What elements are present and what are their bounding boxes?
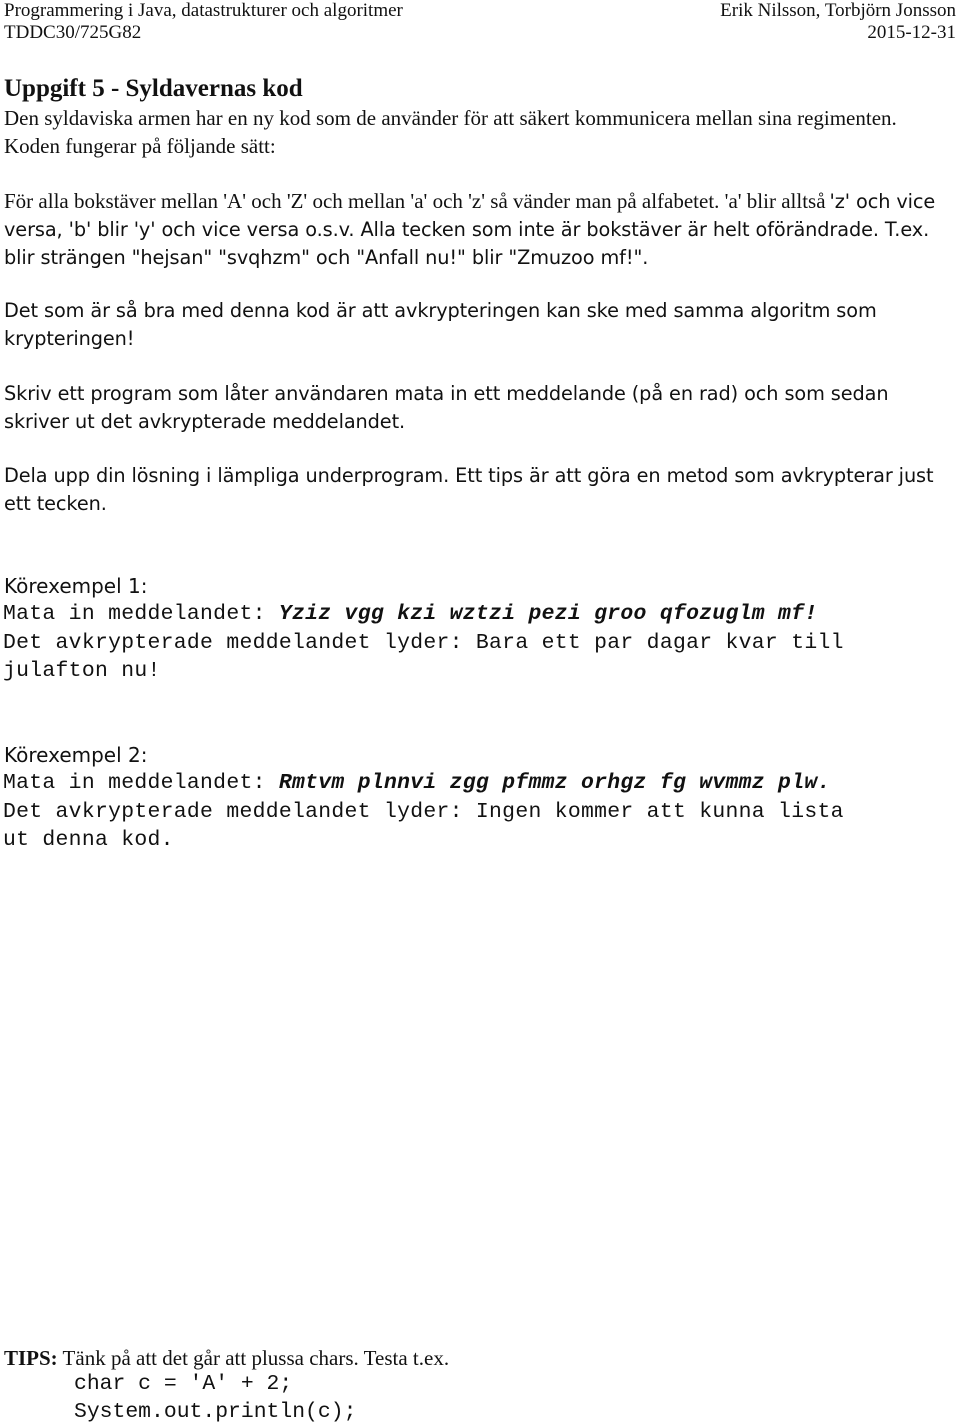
course-title: Programmering i Java, datastrukturer och algoritmer: [4, 0, 403, 21]
example-1-prompt: Mata in meddelandet:: [3, 602, 279, 626]
tips-text: Tänk på att det går att plussa chars. Testa t.ex.: [57, 1346, 450, 1370]
tips-label: TIPS:: [4, 1346, 58, 1370]
tips-line: [4, 1345, 449, 1371]
symmetry-paragraph: Det som är så bra med denna kod är att avkrypteringen kan ske med samma algoritm som krypteringen!: [4, 299, 877, 350]
rule-rest-text: 'z' och vice versa, 'b' blir 'y' och vice versa o.s.v. Alla tecken som inte är bokstäver är helt oförändrade. T.ex. blir strängen "hejsan" "svqhzm" och "Anfall nu!" blir "Zmuzoo mf!".: [4, 190, 936, 269]
tips-code-line-2: System.out.println(c);: [74, 1400, 357, 1424]
example-2-heading: Körexempel 2:: [4, 743, 148, 767]
authors: Erik Nilsson, Torbjörn Jonsson: [720, 0, 956, 21]
example-2-prompt-line: [3, 769, 831, 798]
document-date: 2015-12-31: [867, 22, 956, 43]
tips-code-line-1: char c = 'A' + 2;: [74, 1372, 293, 1396]
example-1-prompt-line: [3, 600, 817, 629]
assignment-paragraph: Skriv ett program som låter användaren mata in ett meddelande (på en rad) och som sedan skriver ut det avkrypterade meddelandet.: [4, 382, 889, 433]
example-1-output-line-1: Det avkrypterade meddelandet lyder: Bara ett par dagar kvar till: [3, 631, 844, 655]
example-2-prompt: Mata in meddelandet:: [3, 771, 279, 795]
intro-paragraph: Den syldaviska armen har en ny kod som de använder för att säkert kommunicera mellan sina regimenten. Koden fungerar på följande sätt:: [4, 106, 897, 158]
example-2-input: Rmtvm plnnvi zgg pfmmz orhgz fg wvmmz plw.: [278, 771, 831, 795]
hint-paragraph: Dela upp din lösning i lämpliga underprogram. Ett tips är att göra en metod som avkrypterar just ett tecken.: [4, 464, 934, 515]
example-2-output-line-1: Det avkrypterade meddelandet lyder: Ingen kommer att kunna lista: [3, 800, 844, 824]
example-1-output-line-2: julafton nu!: [3, 659, 161, 683]
example-1-input: Yziz vgg kzi wztzi pezi groo qfozuglm mf!: [278, 602, 818, 626]
task-title: Uppgift 5 - Syldavernas kod: [4, 75, 303, 102]
example-1-heading: Körexempel 1:: [4, 574, 148, 598]
course-code: TDDC30/725G82: [4, 22, 142, 43]
rule-lead-text: För alla bokstäver mellan 'A' och 'Z' och mellan 'a' och 'z' så vänder man på alfabetet. 'a' blir alltså: [4, 189, 826, 213]
rule-paragraph: [4, 187, 956, 272]
example-2-output-line-2: ut denna kod.: [3, 828, 174, 852]
